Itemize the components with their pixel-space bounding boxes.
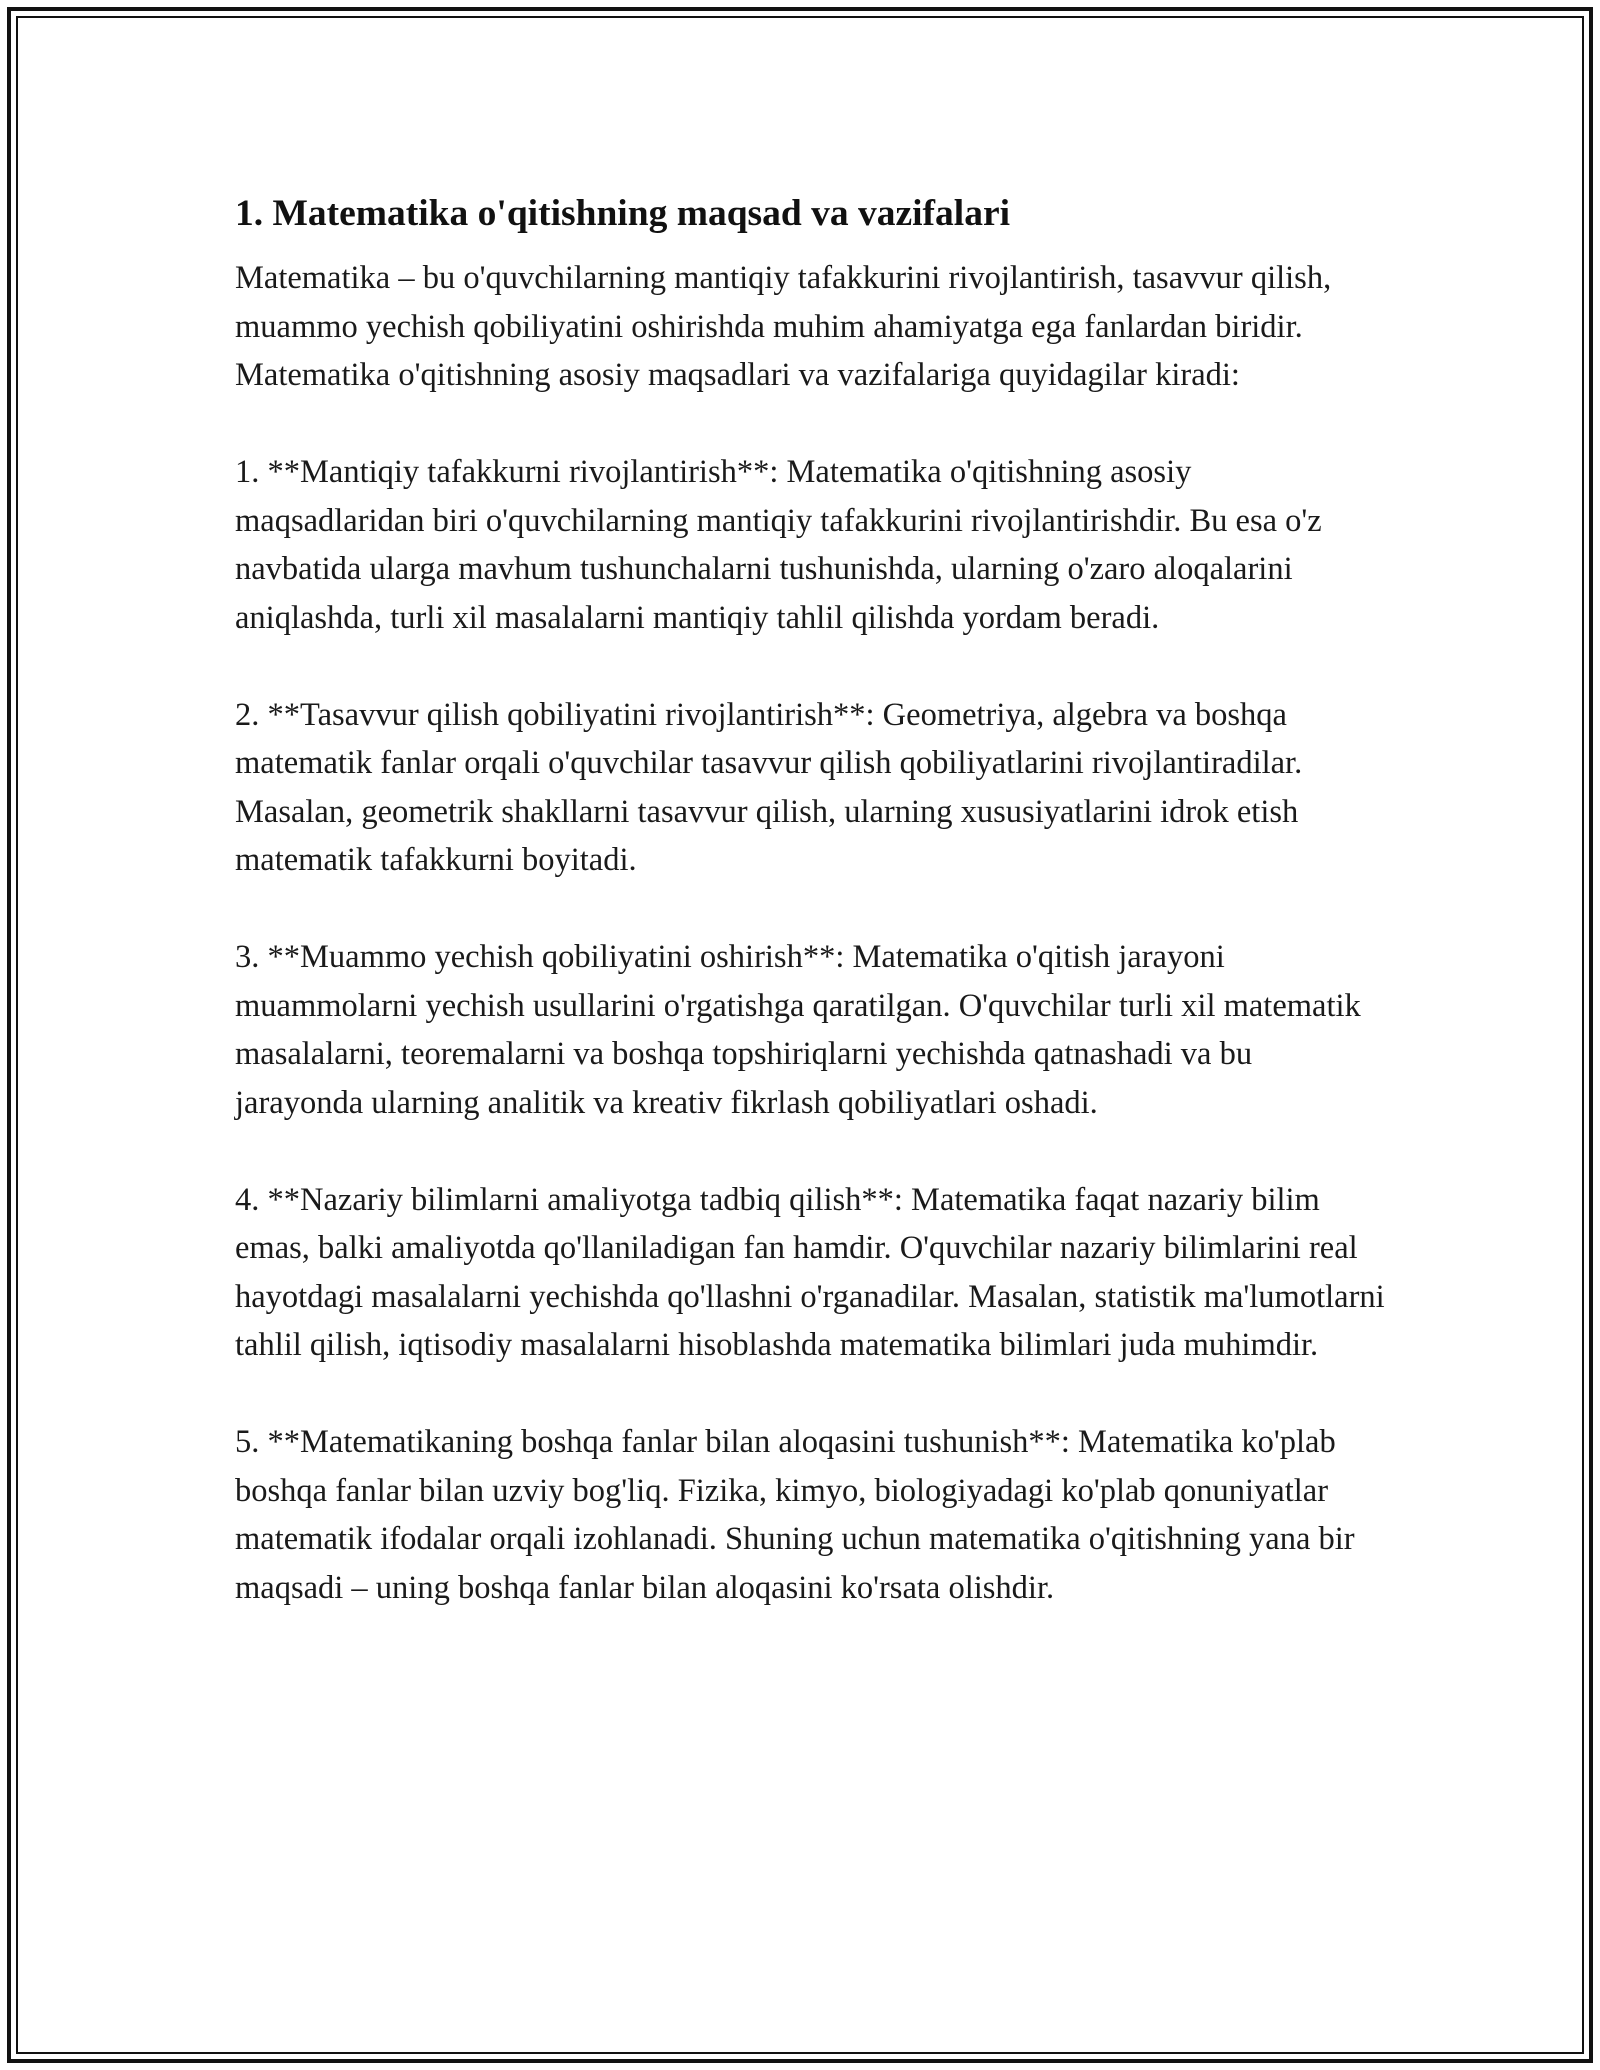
document-title: 1. Matematika o'qitishning maqsad va vazifalari — [235, 193, 1011, 234]
list-item: 5. **Matematikaning boshqa fanlar bilan aloqasini tushunish**: Matematika ko'plab boshqa fanlar bilan uzviy bog'liq. Fizika, kimyo, biologiyadagi ko'plab qonuniyatlar matematik ifodalar orqali izohlanadi. Shuning uchun matematika o'qitishning yana bir maqsadi – uning boshqa fanlar bilan aloqasini ko'rsata olishdir. — [235, 1424, 1355, 1606]
list-item: 3. **Muammo yechish qobiliyatini oshirish**: Matematika o'qitish jarayoni muammolarni yechish usullarini o'rgatishga qaratilgan. O'quvchilar turli xil matematik masalalarni, teoremalarni va boshqa topshiriqlarni yechishda qatnashadi va bu jarayonda ularning analitik va kreativ fikrlash qobiliyatlari oshadi. — [235, 939, 1361, 1121]
list-item: 4. **Nazariy bilimlarni amaliyotga tadbiq qilish**: Matematika faqat nazariy bilim emas, balki amaliyotda qo'llaniladigan fan hamdir. O'quvchilar nazariy bilimlarini real hayotdagi masalalarni yechishda qo'llashni o'rganadilar. Masalan, statistik ma'lumotlarni tahlil qilish, iqtisodiy masalalarni hisoblashda matematika bilimlari juda muhimdir. — [235, 1181, 1385, 1363]
list-item: 1. **Mantiqiy tafakkurni rivojlantirish**: Matematika o'qitishning asosiy maqsadlaridan biri o'quvchilarning mantiqiy tafakkurini rivojlantirishdir. Bu esa o'z navbatida ularga mavhum tushunchalarni tushunishda, ularning o'zaro aloqalarini aniqlashda, turli xil masalalarni mantiqiy tahlil qilishda yordam beradi. — [235, 454, 1322, 636]
list-item: 2. **Tasavvur qilish qobiliyatini rivojlantirish**: Geometriya, algebra va boshqa matematik fanlar orqali o'quvchilar tasavvur qilish qobiliyatlarini rivojlantiradilar. Masalan, geometrik shakllarni tasavvur qilish, ularning xususiyatlarini idrok etish matematik tafakkurni boyitadi. — [235, 696, 1303, 878]
document-body — [235, 186, 1385, 1612]
intro-paragraph: Matematika – bu o'quvchilarning mantiqiy tafakkurini rivojlantirish, tasavvur qilish, muammo yechish qobiliyatini oshirishda muhim ahamiyatga ega fanlardan biridir. Matematika o'qitishning asosiy maqsadlari va vazifalariga quyidagilar kiradi: — [235, 260, 1332, 393]
